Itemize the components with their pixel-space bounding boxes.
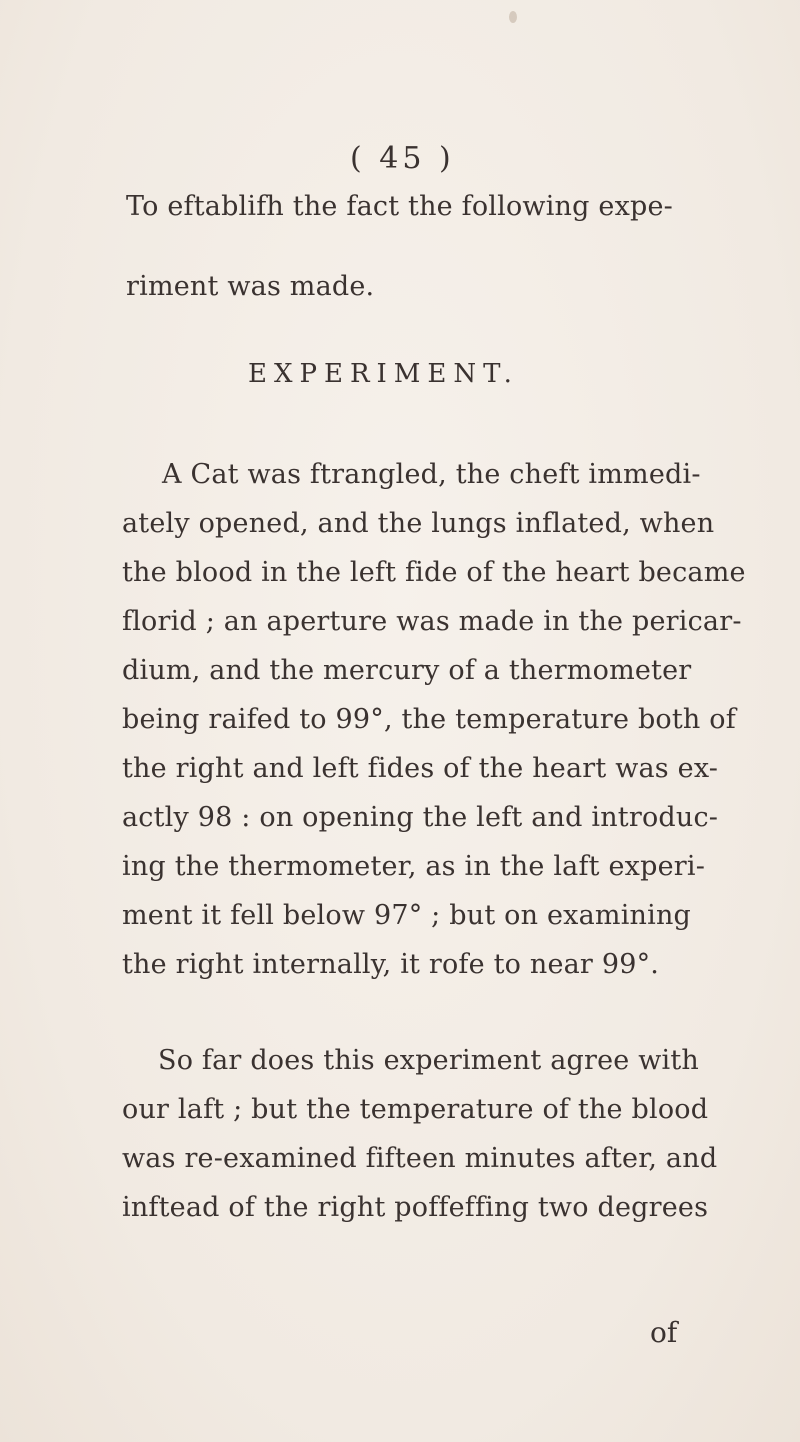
intro-line-1: To eftablifh the fact the following expe-	[126, 191, 674, 222]
paragraph1-line-2: ately opened, and the lungs inflated, when	[122, 508, 715, 539]
catchword: of	[650, 1316, 678, 1349]
paragraph1-line-10: ment it fell below 97° ; but on examining	[122, 900, 692, 931]
paragraph2-line-3: was re-examined fifteen minutes after, and	[122, 1143, 718, 1174]
intro-line-2: riment was made.	[126, 271, 375, 302]
paragraph1-line-7: the right and left fides of the heart was ex-	[122, 753, 719, 784]
section-heading: EXPERIMENT.	[248, 359, 519, 389]
paragraph1-line-3: the blood in the left fide of the heart became	[122, 557, 746, 588]
ink-mark	[507, 8, 519, 26]
paragraph1-line-11: the right internally, it rofe to near 99°.	[122, 949, 660, 980]
paragraph1-line-6: being raifed to 99°, the temperature both of	[122, 704, 736, 735]
paragraph2-line-2: our laft ; but the temperature of the blood	[122, 1094, 709, 1125]
paragraph1-line-5: dium, and the mercury of a thermometer	[122, 655, 692, 686]
page-number: ( 45 )	[350, 141, 455, 176]
paragraph1-line-8: actly 98 : on opening the left and introduc-	[122, 802, 719, 833]
paragraph2-line-1: So far does this experiment agree with	[158, 1045, 700, 1076]
paragraph2-line-4: inftead of the right poffeffing two degrees	[122, 1192, 709, 1223]
paragraph1-line-9: ing the thermometer, as in the laft experi-	[122, 851, 706, 882]
paragraph1-line-4: florid ; an aperture was made in the pericar-	[122, 606, 742, 637]
paragraph1-line-1: A Cat was ftrangled, the cheft immedi-	[162, 459, 701, 490]
